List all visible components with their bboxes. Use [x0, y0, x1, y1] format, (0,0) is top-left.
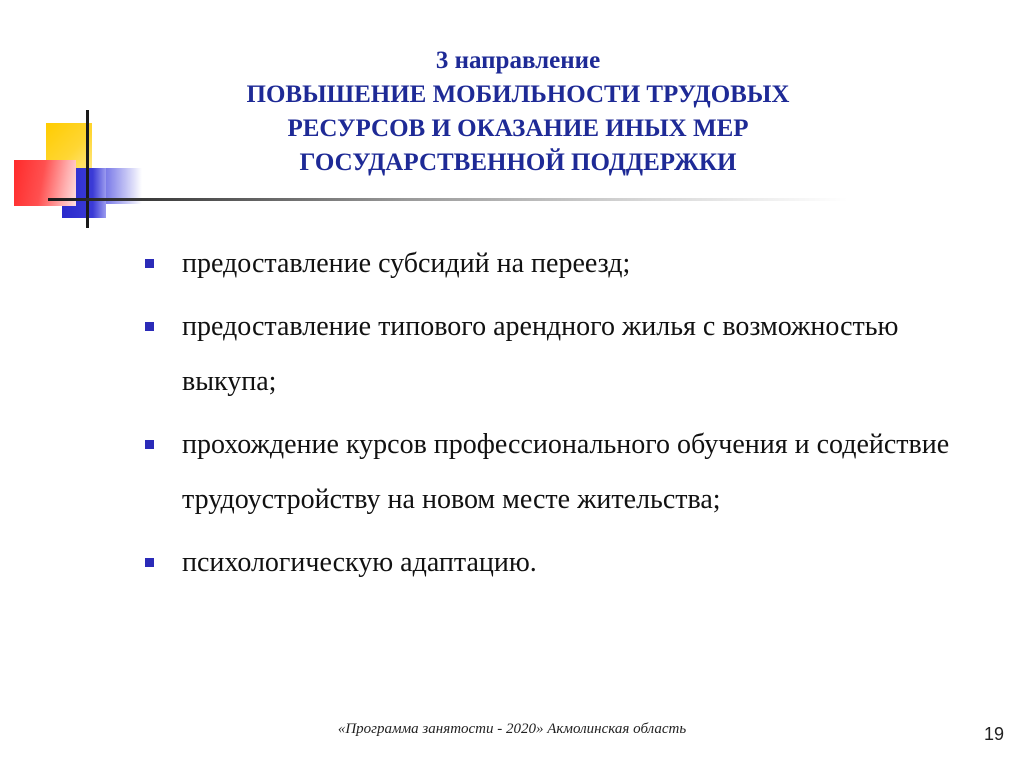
title-line-1: 3 направление [435, 47, 601, 74]
list-item [142, 236, 972, 291]
square-bullet-icon [145, 440, 154, 449]
bullet-list [142, 236, 972, 598]
vertical-line-decoration [86, 110, 89, 228]
square-bullet-icon [145, 259, 154, 268]
page-number: 19 [983, 724, 1004, 744]
list-item [142, 535, 972, 590]
slide-title [150, 44, 886, 180]
square-bullet-icon [145, 322, 154, 331]
square-bullet-icon [145, 558, 154, 567]
bullet-text: прохождение курсов профессионального обучения и содействие трудоустройству на новом месте жительства; [182, 429, 950, 515]
title-line-2: ПОВЫШЕНИЕ МОБИЛЬНОСТИ ТРУДОВЫХ [246, 81, 790, 108]
list-item [142, 299, 972, 409]
title-underline [48, 198, 848, 201]
bullet-text: психологическую адаптацию. [182, 547, 537, 578]
bullet-text: предоставление субсидий на переезд; [182, 248, 631, 279]
footer-text: «Программа занятости - 2020» Акмолинская область [337, 721, 687, 737]
title-line-4: ГОСУДАРСТВЕННОЙ ПОДДЕРЖКИ [299, 149, 737, 176]
bullet-text: предоставление типового арендного жилья с возможностью выкупа; [182, 311, 899, 397]
title-line-3: РЕСУРСОВ И ОКАЗАНИЕ ИНЫХ МЕР [287, 115, 749, 142]
list-item [142, 417, 972, 527]
